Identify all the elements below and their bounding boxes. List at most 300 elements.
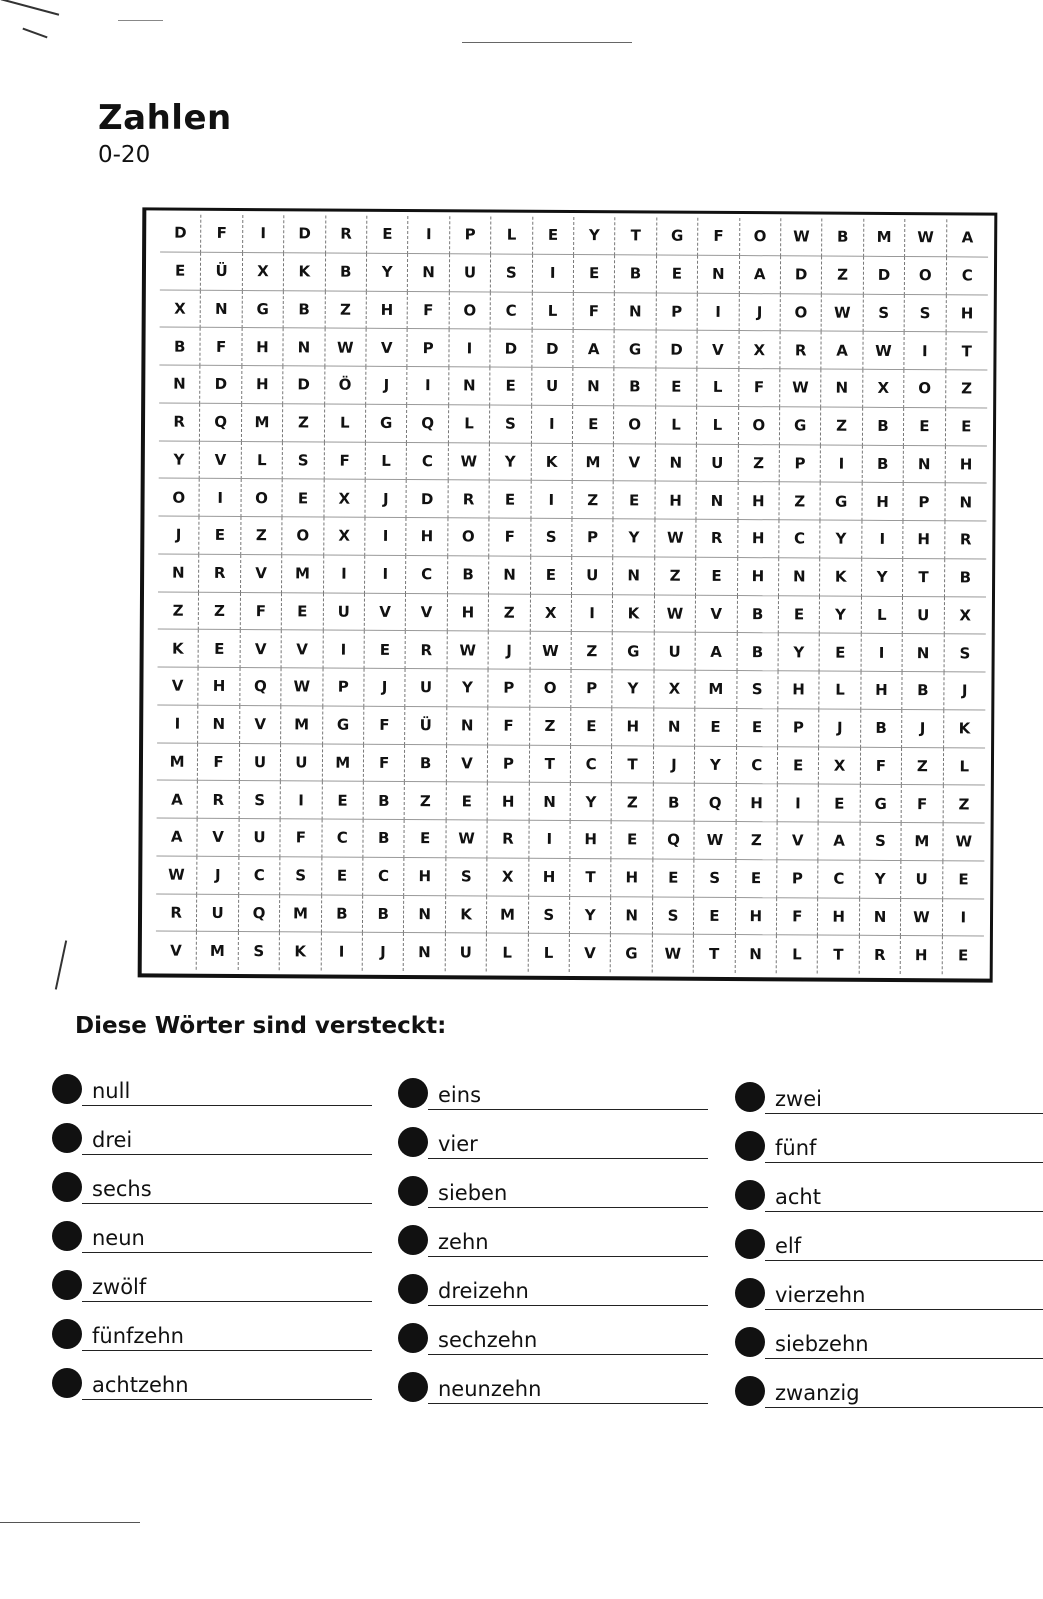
grid-cell: F — [698, 218, 740, 256]
grid-cell: Y — [614, 519, 656, 557]
grid-cell: I — [529, 821, 571, 859]
word-label: elf — [775, 1234, 802, 1258]
grid-cell: D — [781, 256, 823, 294]
grid-cell: U — [197, 894, 239, 932]
grid-cell: R — [859, 936, 901, 974]
grid-cell: R — [326, 216, 368, 254]
grid-cell: H — [738, 482, 780, 520]
grid-cell: H — [199, 668, 241, 706]
word-item — [52, 1072, 372, 1106]
grid-cell: L — [487, 934, 529, 972]
grid-cell: N — [860, 898, 902, 936]
grid-cell: V — [157, 667, 199, 705]
grid-cell: B — [325, 253, 367, 291]
answer-line — [82, 1223, 372, 1253]
grid-cell: V — [156, 932, 198, 970]
word-label: neunzehn — [438, 1377, 542, 1401]
grid-cell: F — [902, 785, 944, 823]
word-label: siebzehn — [775, 1332, 869, 1356]
grid-cell: J — [158, 516, 200, 554]
grid-cell: L — [241, 442, 283, 480]
grid-cell: T — [818, 936, 860, 974]
grid-cell: U — [406, 669, 448, 707]
grid-cell: S — [863, 294, 905, 332]
grid-cell: W — [282, 668, 324, 706]
grid-cell: B — [945, 559, 987, 597]
grid-cell: A — [157, 781, 199, 819]
grid-cell: A — [696, 633, 738, 671]
grid-cell: P — [323, 669, 365, 707]
grid-cell: U — [903, 597, 945, 635]
grid-cell: V — [447, 745, 489, 783]
number-badge-icon — [52, 1123, 82, 1153]
grid-cell: Q — [407, 405, 449, 443]
grid-cell: I — [572, 595, 614, 633]
grid-cell: G — [323, 706, 365, 744]
grid-cell: L — [325, 404, 367, 442]
word-search-frame — [138, 207, 998, 982]
grid-cell: R — [156, 894, 198, 932]
grid-cell: H — [778, 671, 820, 709]
answer-line — [765, 1182, 1043, 1212]
grid-cell: B — [322, 895, 364, 933]
grid-cell: F — [364, 744, 406, 782]
word-label: fünf — [775, 1136, 817, 1160]
grid-cell: C — [363, 858, 405, 896]
grid-cell: R — [198, 781, 240, 819]
number-badge-icon — [735, 1278, 765, 1308]
grid-cell: H — [946, 295, 988, 333]
grid-cell: U — [239, 819, 281, 857]
grid-cell: E — [957, 946, 969, 965]
grid-cell: N — [904, 446, 946, 484]
grid-cell: E — [736, 860, 778, 898]
word-label: sechzehn — [438, 1328, 538, 1352]
number-badge-icon — [52, 1368, 82, 1398]
grid-cell: C — [571, 746, 613, 784]
grid-cell: E — [200, 517, 242, 555]
grid-cell: Y — [490, 443, 532, 481]
grid-cell: Y — [447, 669, 489, 707]
grid-cell: L — [491, 217, 533, 255]
word-item — [52, 1366, 372, 1400]
grid-cell: B — [615, 255, 657, 293]
grid-cell: H — [488, 783, 530, 821]
grid-cell: P — [488, 745, 530, 783]
grid-cell: G — [366, 405, 408, 443]
grid-cell: J — [654, 746, 696, 784]
word-search-grid — [156, 215, 989, 975]
grid-cell: V — [696, 595, 738, 633]
grid-cell: N — [529, 783, 571, 821]
word-item — [52, 1317, 372, 1351]
grid-cell: W — [655, 520, 697, 558]
grid-cell: Y — [862, 559, 904, 597]
grid-cell: Z — [655, 557, 697, 595]
grid-cell: I — [243, 215, 285, 253]
grid-cell: A — [156, 818, 198, 856]
word-label: null — [92, 1079, 131, 1103]
grid-cell: V — [198, 819, 240, 857]
grid-cell: L — [532, 292, 574, 330]
grid-cell: G — [657, 218, 699, 256]
grid-cell: U — [323, 593, 365, 631]
grid-cell: I — [821, 445, 863, 483]
scan-mark — [55, 940, 67, 989]
grid-cell: L — [862, 596, 904, 634]
grid-cell: V — [241, 555, 283, 593]
grid-cell: E — [490, 481, 532, 519]
grid-cell: Z — [489, 594, 531, 632]
word-label: fünfzehn — [92, 1324, 184, 1348]
grid-cell: X — [739, 331, 781, 369]
grid-cell: W — [781, 218, 823, 256]
grid-cell: P — [489, 670, 531, 708]
grid-cell: H — [738, 520, 780, 558]
answer-line — [765, 1280, 1043, 1310]
grid-cell: G — [821, 483, 863, 521]
grid-cell: H — [367, 291, 409, 329]
number-badge-icon — [398, 1078, 428, 1108]
grid-cell: Y — [779, 634, 821, 672]
word-item — [735, 1227, 1043, 1261]
grid-cell: I — [281, 782, 323, 820]
grid-cell: K — [446, 896, 488, 934]
grid-cell: B — [737, 596, 779, 634]
grid-cell: D — [407, 480, 449, 518]
grid-cell: G — [613, 633, 655, 671]
grid-cell: I — [532, 406, 574, 444]
grid-cell: I — [408, 367, 450, 405]
grid-cell: I — [323, 631, 365, 669]
grid-cell: V — [240, 706, 282, 744]
grid-cell: W — [156, 856, 198, 894]
grid-cell: R — [406, 631, 448, 669]
grid-cell: K — [613, 595, 655, 633]
grid-cell: H — [736, 784, 778, 822]
grid-cell: S — [491, 254, 533, 292]
grid-cell: E — [531, 557, 573, 595]
grid-cell: B — [861, 710, 903, 748]
grid-cell: Z — [530, 708, 572, 746]
grid-cell: E — [367, 216, 409, 254]
grid-cell: C — [322, 820, 364, 858]
word-label: zwanzig — [775, 1381, 860, 1405]
grid-cell: X — [944, 597, 986, 635]
grid-cell: D — [160, 215, 202, 253]
grid-cell: B — [284, 291, 326, 329]
grid-cell: U — [572, 557, 614, 595]
number-badge-icon — [735, 1082, 765, 1112]
grid-cell: Y — [367, 254, 409, 292]
grid-cell: Y — [820, 596, 862, 634]
grid-cell: F — [364, 707, 406, 745]
word-item — [735, 1276, 1043, 1310]
grid-cell: B — [822, 219, 864, 257]
grid-cell: I — [531, 481, 573, 519]
grid-cell: S — [905, 295, 947, 333]
grid-cell: F — [861, 747, 903, 785]
grid-cell: J — [819, 709, 861, 747]
word-label: sechs — [92, 1177, 152, 1201]
grid-cell: B — [405, 745, 447, 783]
grid-cell: C — [736, 747, 778, 785]
grid-cell: V — [570, 934, 612, 972]
number-badge-icon — [735, 1229, 765, 1259]
number-badge-icon — [735, 1131, 765, 1161]
grid-cell: M — [487, 896, 529, 934]
grid-cell: Y — [613, 670, 655, 708]
grid-cell: E — [490, 368, 532, 406]
number-badge-icon — [735, 1180, 765, 1210]
grid-cell: B — [159, 328, 201, 366]
grid-cell: B — [364, 782, 406, 820]
word-item — [52, 1121, 372, 1155]
grid-cell: Z — [946, 370, 988, 408]
answer-line — [428, 1374, 708, 1404]
grid-cell: Q — [653, 822, 695, 860]
grid-cell: N — [903, 634, 945, 672]
word-label: zehn — [438, 1230, 489, 1254]
grid-cell: W — [863, 332, 905, 370]
grid-cell: O — [449, 292, 491, 330]
grid-cell: Q — [200, 404, 242, 442]
grid-cell: T — [946, 333, 988, 371]
grid-cell: H — [612, 859, 654, 897]
grid-cell: Y — [571, 783, 613, 821]
grid-cell: E — [904, 408, 946, 446]
grid-cell: J — [198, 856, 240, 894]
grid-cell: N — [159, 366, 201, 404]
grid-cell: F — [198, 743, 240, 781]
grid-cell: G — [242, 291, 284, 329]
grid-cell: F — [324, 442, 366, 480]
grid-cell: J — [366, 367, 408, 405]
word-item — [735, 1080, 1043, 1114]
grid-cell: R — [199, 555, 241, 593]
grid-cell: W — [655, 595, 697, 633]
grid-cell: Z — [199, 592, 241, 630]
grid-cell: I — [905, 332, 947, 370]
grid-cell: U — [281, 744, 323, 782]
word-label: zwölf — [92, 1275, 147, 1299]
grid-cell: N — [611, 897, 653, 935]
grid-cell: S — [446, 858, 488, 896]
grid-cell: E — [779, 596, 821, 634]
number-badge-icon — [398, 1127, 428, 1157]
grid-cell: Q — [239, 894, 281, 932]
grid-cell: S — [280, 857, 322, 895]
grid-cell: K — [280, 933, 322, 971]
grid-cell: H — [407, 518, 449, 556]
grid-cell: U — [532, 368, 574, 406]
grid-cell: U — [240, 744, 282, 782]
grid-cell: H — [529, 859, 571, 897]
grid-cell: H — [448, 594, 490, 632]
grid-cell: N — [408, 254, 450, 292]
word-label: acht — [775, 1185, 821, 1209]
scan-mark — [118, 20, 163, 21]
grid-cell: W — [448, 443, 490, 481]
grid-cell: I — [532, 255, 574, 293]
grid-cell: Q — [695, 784, 737, 822]
grid-cell: Z — [283, 404, 325, 442]
grid-cell: N — [158, 554, 200, 592]
answer-line — [428, 1178, 708, 1208]
grid-cell: P — [778, 709, 820, 747]
number-badge-icon — [52, 1319, 82, 1349]
page-subtitle: 0-20 — [98, 142, 151, 168]
grid-cell: F — [489, 519, 531, 557]
grid-cell: E — [653, 859, 695, 897]
grid-cell: U — [445, 934, 487, 972]
grid-cell: F — [408, 292, 450, 330]
grid-cell: E — [573, 406, 615, 444]
grid-cell: K — [158, 630, 200, 668]
grid-cell: I — [778, 785, 820, 823]
grid-cell: F — [201, 328, 243, 366]
grid-cell: H — [612, 708, 654, 746]
word-label: dreizehn — [438, 1279, 529, 1303]
answer-line — [428, 1325, 708, 1355]
grid-cell: U — [450, 254, 492, 292]
grid-cell: E — [778, 747, 820, 785]
grid-cell: V — [282, 631, 324, 669]
grid-cell: A — [819, 823, 861, 861]
word-item — [398, 1272, 708, 1306]
grid-cell: J — [944, 672, 986, 710]
word-item — [398, 1223, 708, 1257]
grid-cell: S — [860, 823, 902, 861]
grid-cell: R — [159, 403, 201, 441]
grid-cell: I — [324, 555, 366, 593]
grid-cell: P — [904, 483, 946, 521]
grid-cell: X — [863, 370, 905, 408]
grid-cell: E — [574, 255, 616, 293]
grid-cell: R — [488, 821, 530, 859]
grid-cell: T — [615, 217, 657, 255]
grid-cell: C — [407, 443, 449, 481]
grid-cell: M — [242, 404, 284, 442]
scan-mark — [0, 1522, 140, 1523]
grid-cell: V — [366, 329, 408, 367]
grid-cell: B — [737, 633, 779, 671]
grid-cell: P — [572, 519, 614, 557]
grid-cell: E — [322, 857, 364, 895]
grid-cell: Z — [821, 407, 863, 445]
answer-line — [765, 1231, 1043, 1261]
grid-cell: X — [160, 290, 202, 328]
word-item — [52, 1219, 372, 1253]
number-badge-icon — [398, 1225, 428, 1255]
grid-cell: S — [239, 932, 281, 970]
answer-line — [428, 1080, 708, 1110]
grid-cell: N — [655, 444, 697, 482]
grid-cell: B — [615, 368, 657, 406]
grid-cell: Y — [574, 217, 616, 255]
number-badge-icon — [398, 1323, 428, 1353]
grid-cell: N — [201, 290, 243, 328]
grid-cell: H — [903, 521, 945, 559]
grid-cell: O — [739, 407, 781, 445]
grid-cell: N — [404, 896, 446, 934]
grid-cell: N — [613, 557, 655, 595]
grid-cell: W — [652, 935, 694, 973]
number-badge-icon — [398, 1372, 428, 1402]
grid-cell: N — [404, 933, 446, 971]
grid-cell: N — [822, 370, 864, 408]
grid-cell: Z — [405, 782, 447, 820]
grid-cell: E — [533, 217, 575, 255]
grid-cell: F — [488, 707, 530, 745]
grid-cell: D — [201, 366, 243, 404]
number-badge-icon — [52, 1221, 82, 1251]
grid-cell: F — [281, 819, 323, 857]
grid-cell: T — [570, 859, 612, 897]
answer-line — [82, 1076, 372, 1106]
grid-cell: X — [654, 671, 696, 709]
answer-line — [428, 1227, 708, 1257]
grid-cell: R — [448, 481, 490, 519]
grid-cell: O — [781, 294, 823, 332]
word-item — [398, 1076, 708, 1110]
grid-cell: V — [698, 331, 740, 369]
grid-cell: B — [448, 556, 490, 594]
number-badge-icon — [735, 1327, 765, 1357]
grid-cell: S — [531, 519, 573, 557]
grid-cell: R — [780, 332, 822, 370]
grid-cell: M — [573, 444, 615, 482]
answer-line — [82, 1125, 372, 1155]
grid-cell: S — [239, 781, 281, 819]
grid-cell: B — [902, 672, 944, 710]
grid-cell: E — [656, 369, 698, 407]
grid-cell: E — [405, 820, 447, 858]
grid-cell: J — [365, 480, 407, 518]
grid-cell: L — [366, 442, 408, 480]
grid-cell: F — [574, 293, 616, 331]
word-label: eins — [438, 1083, 482, 1107]
word-list-heading: Diese Wörter sind versteckt: — [75, 1013, 447, 1039]
grid-cell: H — [901, 936, 943, 974]
grid-cell: V — [365, 593, 407, 631]
grid-cell: D — [283, 366, 325, 404]
word-item — [52, 1268, 372, 1302]
grid-cell: O — [530, 670, 572, 708]
grid-cell: N — [615, 293, 657, 331]
grid-cell: J — [739, 294, 781, 332]
grid-cell: U — [697, 444, 739, 482]
grid-cell: M — [864, 219, 906, 257]
answer-line — [428, 1276, 708, 1306]
grid-cell: C — [819, 860, 861, 898]
grid-cell: N — [779, 558, 821, 596]
grid-cell: M — [695, 671, 737, 709]
grid-cell: J — [902, 710, 944, 748]
grid-cell: C — [946, 257, 988, 295]
grid-cell: H — [405, 858, 447, 896]
grid-cell: I — [862, 521, 904, 559]
grid-cell: B — [653, 784, 695, 822]
grid-cell: I — [408, 216, 450, 254]
grid-cell: M — [197, 932, 239, 970]
grid-cell: E — [819, 785, 861, 823]
grid-cell: B — [363, 820, 405, 858]
grid-cell: D — [532, 330, 574, 368]
grid-cell: E — [820, 634, 862, 672]
grid-cell: I — [365, 556, 407, 594]
grid-cell: P — [780, 445, 822, 483]
